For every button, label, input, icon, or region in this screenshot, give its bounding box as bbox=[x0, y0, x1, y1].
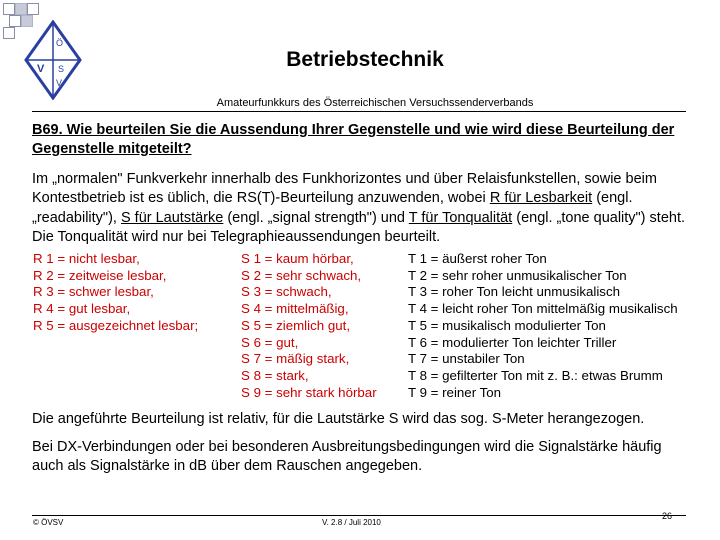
logo-letter-top: Ö bbox=[56, 38, 64, 48]
list-item: S 1 = kaum hörbar, bbox=[241, 251, 354, 266]
page-title: Betriebstechnik bbox=[286, 48, 444, 71]
list-item: R 5 = ausgezeichnet lesbar; bbox=[33, 317, 199, 333]
intro-paragraph: Im „normalen" Funkverkehr innerhalb des Funkhorizontes und über Relaisfunkstellen, sowie beim Kontestbetrieb ist es üblich, die RS(T)-Beurteilung anzuwenden, wobei R für Lesbarkeit (engl. „readability"), S für Lautstärke (engl. „signal strength") und T für Tonqualität (engl. „tone quality") steht. Die Tonqualität wird nur bei Telegraphieaussendungen beurteilt. bbox=[32, 171, 686, 245]
list-item: S 8 = stark, bbox=[241, 367, 309, 383]
r-scale-list bbox=[33, 251, 198, 335]
page-subtitle: Amateurfunkkurs des Österreichischen Versuchssenderverbands bbox=[216, 97, 534, 109]
s-scale-list bbox=[241, 251, 377, 401]
footer-version: V. 2.8 / Juli 2010 bbox=[322, 518, 381, 527]
logo-letter-bottom: V bbox=[56, 78, 63, 88]
logo-letter-right: S bbox=[58, 64, 65, 74]
t-definition: T für Tonqualität bbox=[408, 209, 513, 226]
page-number: 26 bbox=[662, 511, 673, 521]
list-item: R 3 = schwer lesbar, bbox=[33, 284, 154, 300]
list-item: T 2 = sehr roher unmusikalischer Ton bbox=[408, 267, 627, 283]
list-item: T 9 = reiner Ton bbox=[408, 384, 502, 400]
list-item: R 2 = zeitweise lesbar, bbox=[33, 267, 167, 283]
footer-divider bbox=[32, 515, 686, 516]
oevsv-logo bbox=[18, 20, 88, 100]
list-item: S 5 = ziemlich gut, bbox=[241, 317, 351, 333]
question-heading: B69. Wie beurteilen Sie die Aussendung Ihrer Gegenstelle und wie wird diese Beurteilung der Gegenstelle mitgeteilt? bbox=[32, 122, 675, 157]
list-item: T 6 = modulierter Ton leichter Triller bbox=[408, 334, 617, 350]
logo-letter-left: V bbox=[37, 63, 45, 75]
header-divider bbox=[32, 111, 686, 112]
list-item: S 3 = schwach, bbox=[241, 284, 332, 300]
list-item: T 1 = äußerst roher Ton bbox=[408, 251, 547, 266]
t-scale-list bbox=[408, 251, 678, 401]
list-item: S 4 = mittelmäßig, bbox=[241, 301, 349, 317]
list-item: R 4 = gut lesbar, bbox=[33, 301, 131, 317]
s-meter-paragraph: Die angeführte Beurteilung ist relativ, für die Lautstärke S wird das sog. S-Meter herangezogen. bbox=[32, 411, 645, 427]
list-item: S 9 = sehr stark hörbar bbox=[241, 384, 377, 400]
list-item: T 8 = gefilterter Ton mit z. B.: etwas Brumm bbox=[408, 367, 663, 383]
list-item: T 7 = unstabiler Ton bbox=[408, 351, 525, 367]
dx-paragraph: Bei DX-Verbindungen oder bei besonderen Ausbreitungsbedingungen wird die Signalstärke häufig auch als Signalstärke in dB über dem Rauschen angegeben. bbox=[32, 439, 662, 475]
list-item: S 6 = gut, bbox=[241, 334, 299, 350]
footer-copyright: © ÖVSV bbox=[33, 518, 64, 527]
list-item: S 7 = mäßig stark, bbox=[241, 351, 350, 367]
list-item: T 5 = musikalisch modulierter Ton bbox=[408, 317, 606, 333]
s-definition: S für Lautstärke bbox=[120, 209, 224, 226]
list-item: R 1 = nicht lesbar, bbox=[33, 251, 140, 266]
list-item: T 3 = roher Ton leicht unmusikalisch bbox=[408, 284, 620, 300]
list-item: T 4 = leicht roher Ton mittelmäßig musikalisch bbox=[408, 301, 678, 317]
r-definition: R für Lesbarkeit bbox=[489, 190, 593, 207]
list-item: S 2 = sehr schwach, bbox=[241, 267, 362, 283]
